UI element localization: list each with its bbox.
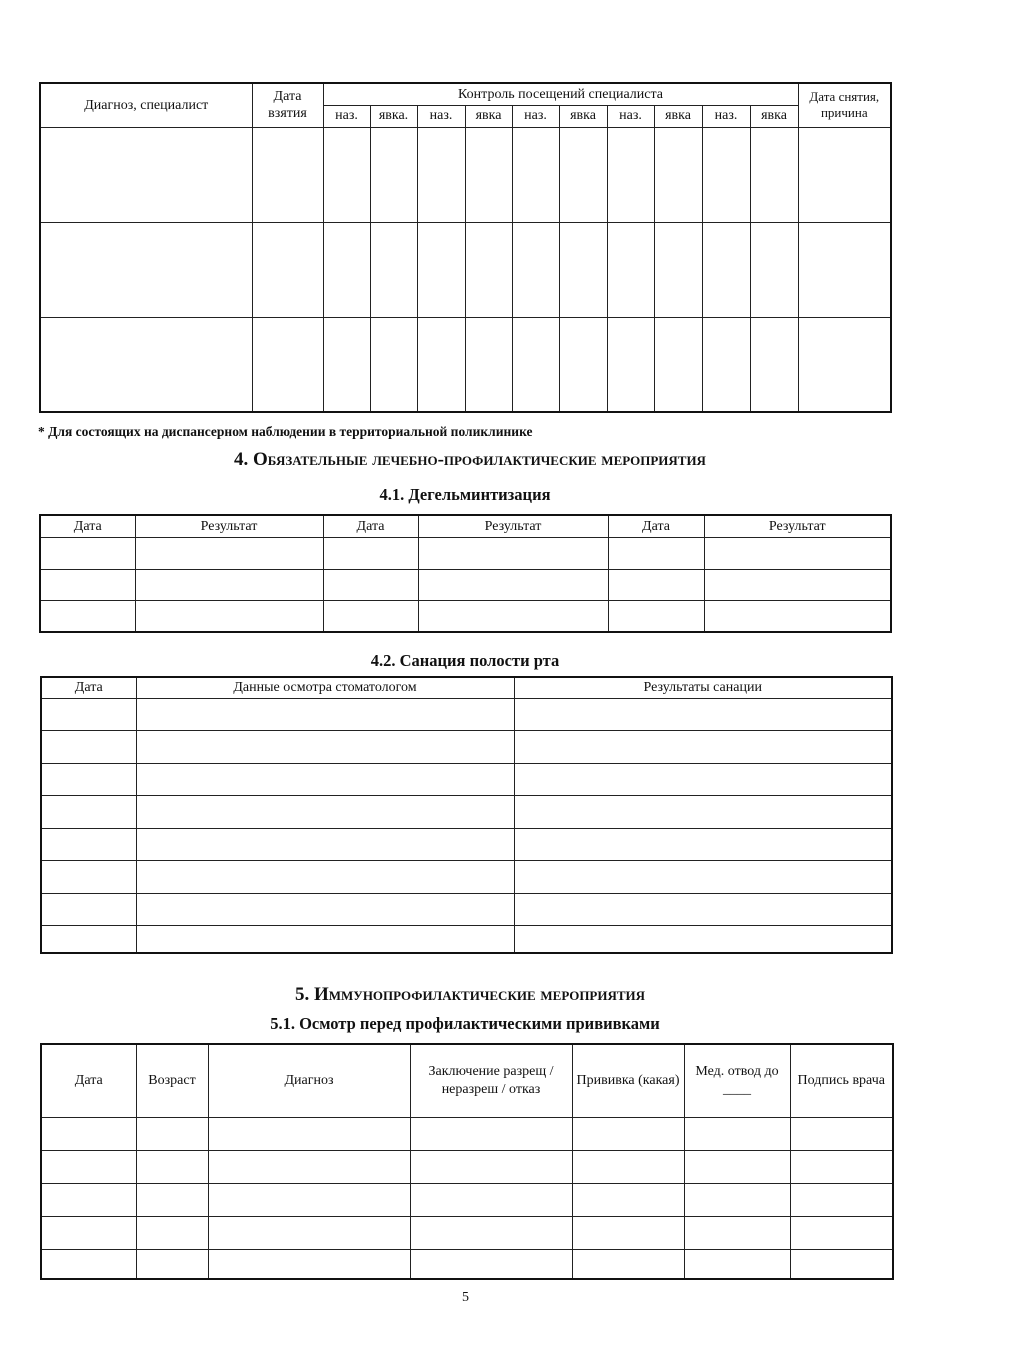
visit-assigned-header: наз. <box>417 105 465 127</box>
visit-assigned-header: наз. <box>702 105 750 127</box>
section-5-title: 5. Иммунопрофилактические мероприятия <box>294 984 646 1005</box>
table-row <box>41 828 892 860</box>
col-doctor-signature-header: Подпись врача <box>790 1044 893 1117</box>
col-medical-exemption-header: Мед. отвод до ____ <box>684 1044 790 1117</box>
col-diagnosis-header: Диагноз, специалист <box>40 83 252 127</box>
section-4-title: 4. Обязательные лечебно-профилактические мероприятия <box>234 449 706 470</box>
table-row <box>41 1183 893 1216</box>
table-row <box>40 601 891 632</box>
col-date-taken-header: Дата взятия <box>252 83 323 127</box>
visit-attended-header: явка. <box>370 105 417 127</box>
table-row <box>41 1249 893 1279</box>
col-result-header: Результат <box>418 515 608 537</box>
col-date-header: Дата <box>41 677 136 698</box>
oral-sanitation-table <box>40 676 893 954</box>
section-4-1-title: 4.1. Дегельминтизация <box>379 485 551 504</box>
vaccination-exam-table <box>40 1043 894 1280</box>
section-4-2-title: 4.2. Санация полости рта <box>370 651 560 670</box>
col-conclusion-header: Заключение разрещ / неразреш / отказ <box>410 1044 572 1117</box>
table-row <box>41 1117 893 1150</box>
table-row <box>40 537 891 569</box>
table-row <box>40 317 891 412</box>
visit-attended-header: явка <box>654 105 702 127</box>
page-number: 5 <box>462 1290 469 1305</box>
col-date-header: Дата <box>41 1044 136 1117</box>
table-row <box>41 698 892 730</box>
col-result-header: Результат <box>135 515 323 537</box>
visit-attended-header: явка <box>750 105 798 127</box>
visit-assigned-header: наз. <box>512 105 559 127</box>
visit-assigned-header: наз. <box>323 105 370 127</box>
col-age-header: Возраст <box>136 1044 208 1117</box>
table-row <box>41 893 892 925</box>
visit-attended-header: явка <box>465 105 512 127</box>
table-row <box>41 763 892 795</box>
col-removed-header: Дата снятия, причина <box>798 83 891 127</box>
col-date-header: Дата <box>608 515 704 537</box>
table-row <box>41 926 892 953</box>
col-sanitation-results-header: Результаты санации <box>514 677 892 698</box>
table-row <box>41 861 892 893</box>
col-diagnosis-header: Диагноз <box>208 1044 410 1117</box>
col-visits-header: Контроль посещений специалиста <box>323 83 798 105</box>
table-row <box>40 127 891 222</box>
col-result-header: Результат <box>704 515 891 537</box>
table-row <box>40 222 891 317</box>
footnote: * Для состоящих на диспансерном наблюдении в территориальной поликлинике <box>38 424 533 439</box>
deworming-table <box>39 514 892 633</box>
visit-attended-header: явка <box>559 105 607 127</box>
table-row <box>41 731 892 763</box>
table-row <box>41 1150 893 1183</box>
section-5-1-title: 5.1. Осмотр перед профилактическими прививками <box>270 1014 660 1033</box>
table-row <box>41 1216 893 1249</box>
visit-assigned-header: наз. <box>607 105 654 127</box>
col-date-header: Дата <box>323 515 418 537</box>
col-dentist-exam-header: Данные осмотра стоматологом <box>136 677 514 698</box>
table-row <box>40 569 891 600</box>
specialist-visits-table <box>39 82 892 413</box>
col-vaccine-header: Прививка (какая) <box>572 1044 684 1117</box>
col-date-header: Дата <box>40 515 135 537</box>
table-row <box>41 796 892 828</box>
